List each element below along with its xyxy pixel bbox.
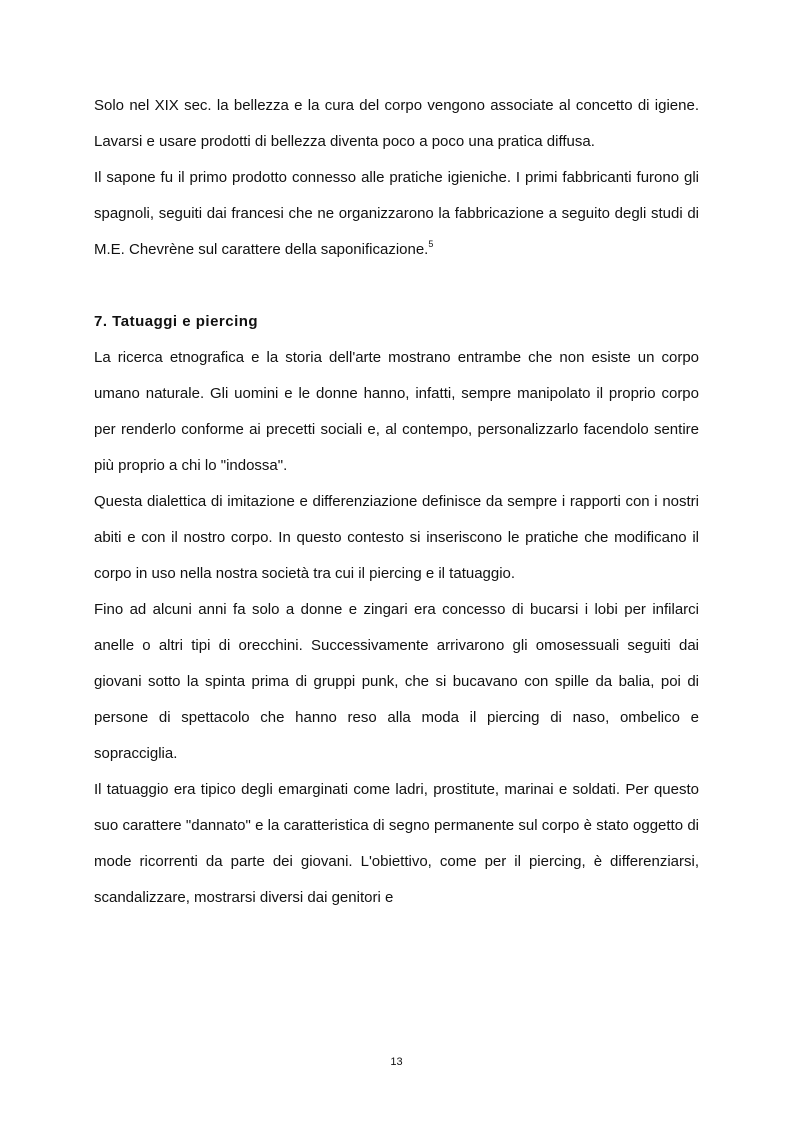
paragraph-tattoo: Il tatuaggio era tipico degli emarginati come ladri, prostitute, marinai e soldati. Per questo suo carattere "dannato" e la caratteristica di segno permanente sul corpo è stato oggetto di mode ricorrenti da parte dei giovani. L'obiettivo, come per il piercing, è differenziarsi, scandalizzare, mostrarsi diversi dai genitori e (94, 781, 699, 906)
page-number: 13 (390, 1056, 403, 1068)
paragraph-hygiene: Solo nel XIX sec. la bellezza e la cura del corpo vengono associate al concetto di igiene. Lavarsi e usare prodotti di bellezza diventa poco a poco una pratica diffusa. (94, 97, 699, 150)
section-spacer (94, 268, 699, 304)
paragraph-soap-text: Il sapone fu il primo prodotto connesso alle pratiche igieniche. I primi fabbricanti furono gli spagnoli, seguiti dai francesi che ne organizzarono la fabbricazione a seguito degli studi di M.E. Chevrène sul carattere della saponificazione. (94, 169, 699, 258)
paragraph-soap (94, 160, 699, 268)
paragraph-piercing: Fino ad alcuni anni fa solo a donne e zingari era concesso di bucarsi i lobi per infilarci anelle o altri tipi di orecchini. Successivamente arrivarono gli omosessuali seguiti dai giovani sotto la spinta prima di gruppi punk, che si bucavano con spille da balia, poi di persone di spettacolo che hanno reso alla moda il piercing di naso, ombelico e sopracciglia. (94, 601, 699, 762)
paragraph-imitation: Questa dialettica di imitazione e differenziazione definisce da sempre i rapporti con i nostri abiti e con il nostro corpo. In questo contesto si inseriscono le pratiche che modificano il corpo in uso nella nostra società tra cui il piercing e il tatuaggio. (94, 493, 699, 582)
section-heading: 7. Tatuaggi e piercing (94, 313, 259, 330)
paragraph-natural-body: La ricerca etnografica e la storia dell'arte mostrano entrambe che non esiste un corpo umano naturale. Gli uomini e le donne hanno, infatti, sempre manipolato il proprio corpo per renderlo conforme ai precetti sociali e, al contempo, personalizzarlo facendolo sentire più proprio a chi lo "indossa". (94, 349, 699, 474)
footnote-marker[interactable]: 5 (428, 239, 434, 249)
document-body (94, 88, 699, 916)
